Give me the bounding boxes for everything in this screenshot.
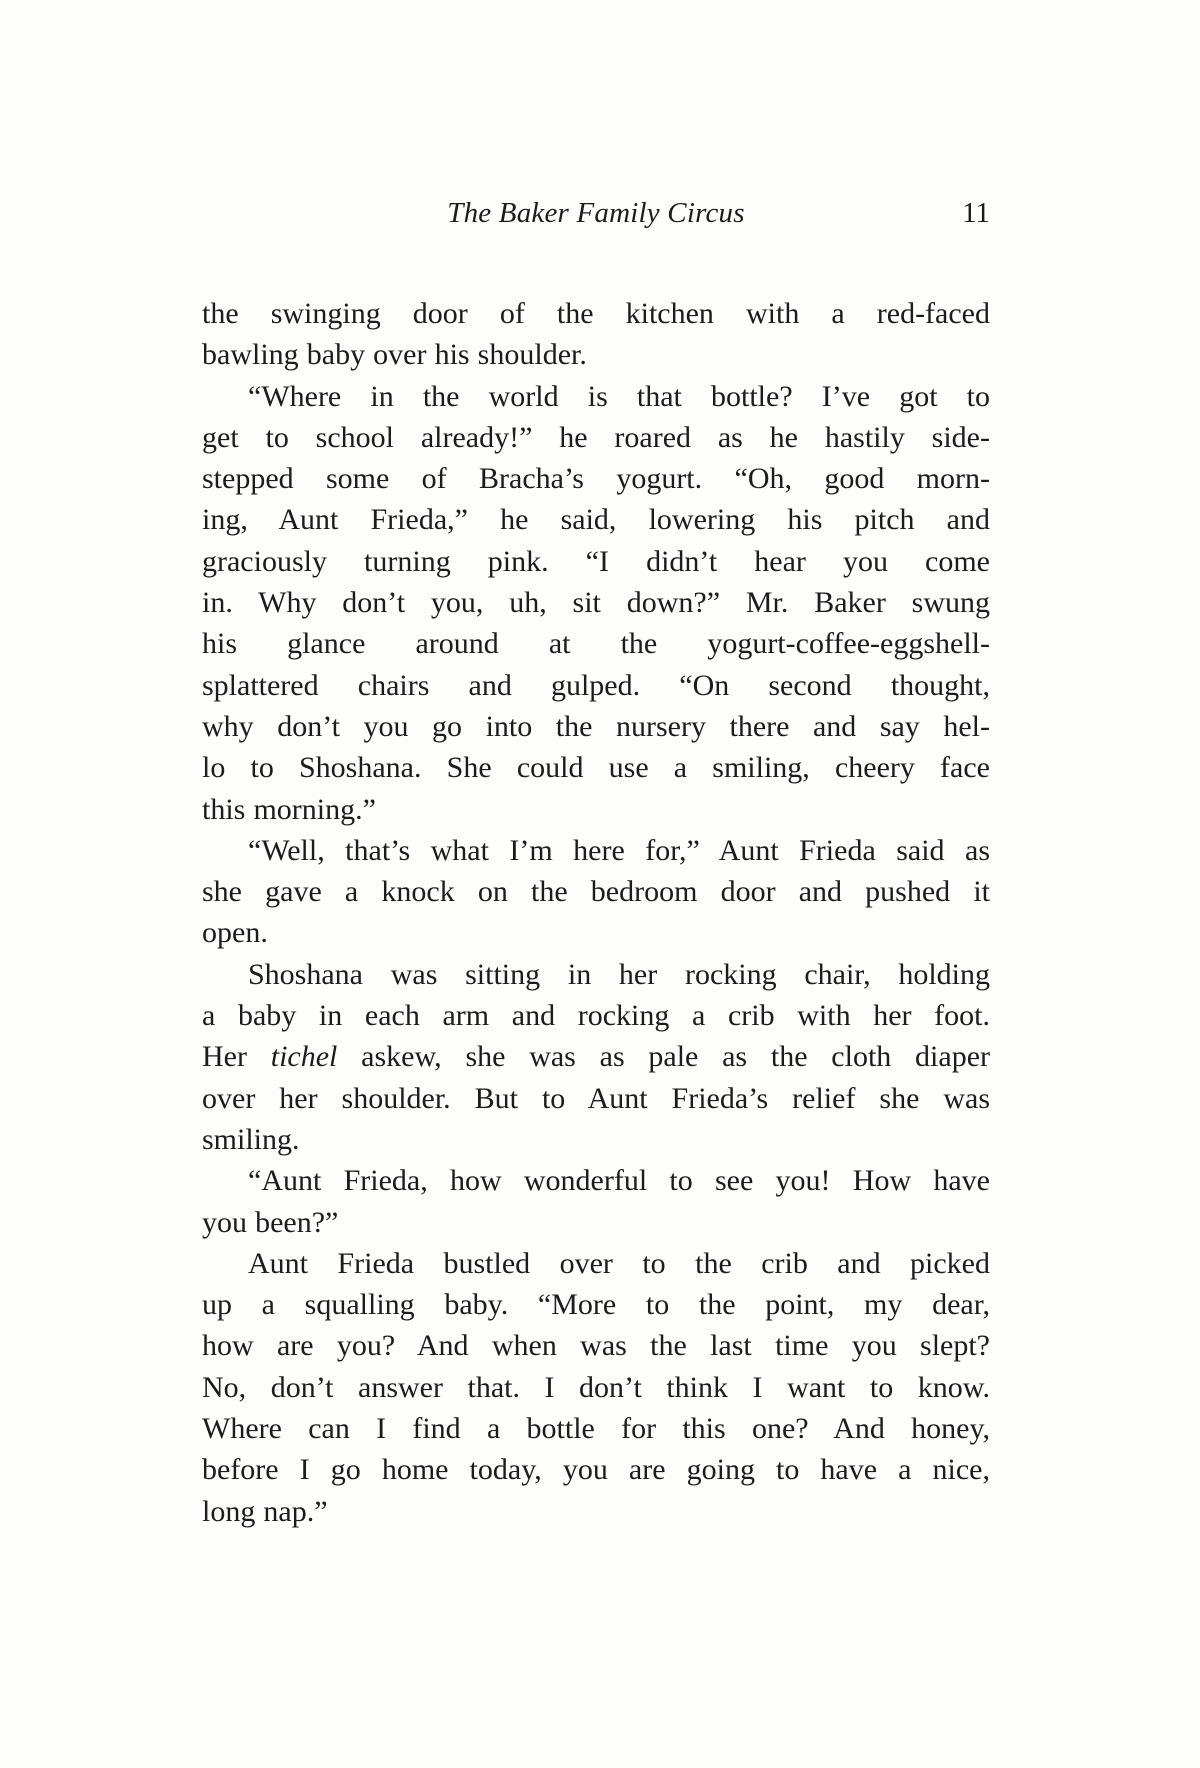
text-line: his glance around at the yogurt-coffee-eggshell- xyxy=(202,627,990,661)
text-line: splattered chairs and gulped. “On second thought, xyxy=(202,668,990,702)
text-line: No, don’t answer that. I don’t think I want to know. xyxy=(202,1370,990,1404)
text-line: graciously turning pink. “I didn’t hear you come xyxy=(202,544,990,578)
text-line: lo to Shoshana. She could use a smiling, cheery face xyxy=(202,751,990,785)
text-line: bawling baby over his shoulder. xyxy=(202,338,587,372)
text-line: in. Why don’t you, uh, sit down?” Mr. Baker swung xyxy=(202,586,990,620)
paragraph xyxy=(202,954,990,1160)
text-line: why don’t you go into the nursery there and say hel- xyxy=(202,709,990,743)
text-line: Aunt Frieda bustled over to the crib and picked xyxy=(248,1246,990,1280)
body-text xyxy=(202,293,990,1532)
text-line: a baby in each arm and rocking a crib with her foot. xyxy=(202,999,990,1033)
text-line: ing, Aunt Frieda,” he said, lowering his pitch and xyxy=(202,503,990,537)
text-line: this morning.” xyxy=(202,792,376,826)
text-line: how are you? And when was the last time you slept? xyxy=(202,1329,990,1363)
text-line: stepped some of Bracha’s yogurt. “Oh, good morn- xyxy=(202,462,990,496)
paragraph xyxy=(202,830,990,954)
text-line: over her shoulder. But to Aunt Frieda’s relief she was xyxy=(202,1081,990,1115)
text-line: “Well, that’s what I’m here for,” Aunt Frieda said as xyxy=(248,833,990,867)
text-line: smiling. xyxy=(202,1122,300,1156)
text-line: the swinging door of the kitchen with a red-faced xyxy=(202,297,990,330)
text-line: Shoshana was sitting in her rocking chair, holding xyxy=(248,957,990,991)
paragraph xyxy=(202,1243,990,1532)
text-line: you been?” xyxy=(202,1205,339,1239)
text-line: before I go home today, you are going to have a nice, xyxy=(202,1453,990,1487)
text-line: open. xyxy=(202,916,268,950)
paragraph xyxy=(202,1160,990,1243)
text-line: “Aunt Frieda, how wonderful to see you! How have xyxy=(248,1164,990,1198)
running-head xyxy=(202,196,990,238)
text-line: up a squalling baby. “More to the point, my dear, xyxy=(202,1288,990,1322)
text-line: long nap.” xyxy=(202,1494,328,1528)
text-line: Where can I find a bottle for this one? And honey, xyxy=(202,1412,990,1446)
running-head-title: The Baker Family Circus xyxy=(447,197,745,229)
text-line: “Where in the world is that bottle? I’ve got to xyxy=(248,379,990,413)
text-line: Her tichel askew, she was as pale as the cloth diaper xyxy=(202,1040,990,1074)
page-number: 11 xyxy=(962,197,990,229)
text-line: get to school already!” he roared as he hastily side- xyxy=(202,420,990,454)
text-line: she gave a knock on the bedroom door and pushed it xyxy=(202,875,990,909)
paragraph xyxy=(202,376,990,830)
paragraph xyxy=(202,293,990,376)
